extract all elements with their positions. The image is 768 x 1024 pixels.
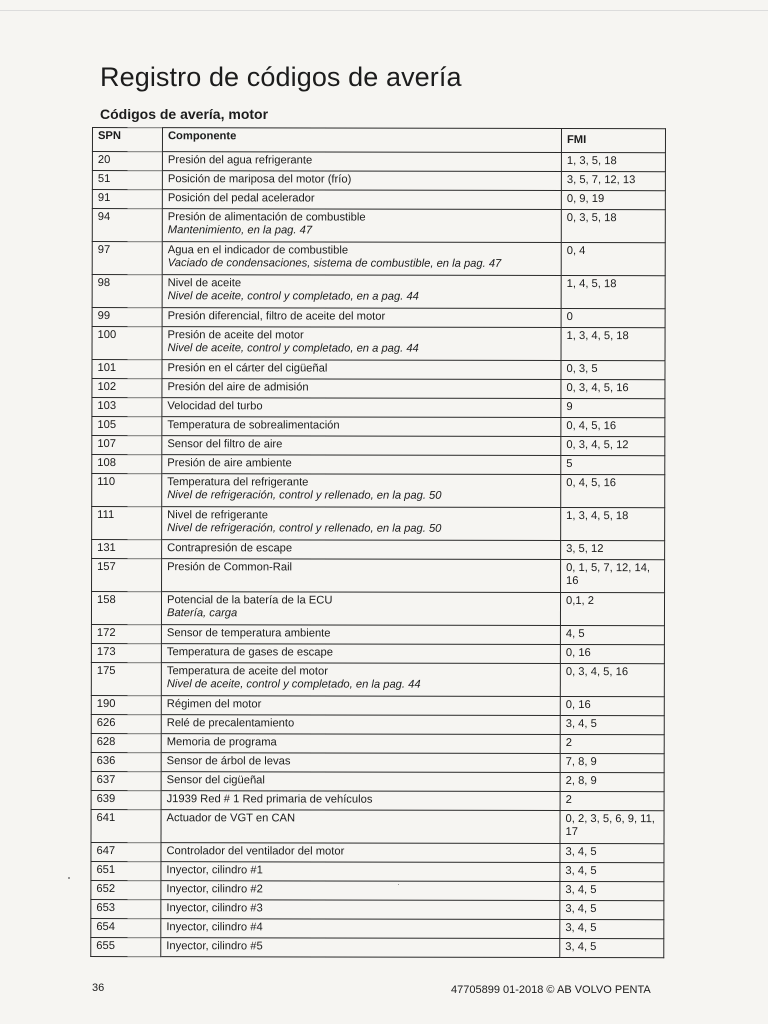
table-row xyxy=(92,455,665,475)
cell-spn: 94 xyxy=(92,209,162,242)
component-name: Presión de aire ambiente xyxy=(167,457,292,470)
cell-spn: 20 xyxy=(92,152,162,171)
component-name: Sensor del cigüeñal xyxy=(166,774,265,787)
component-reference-note: Nivel de refrigeración, control y rellenado, en la pag. 50 xyxy=(167,489,442,502)
cell-component xyxy=(162,455,561,475)
cell-fmi: 0, 2, 3, 5, 6, 9, 11, 17 xyxy=(560,810,664,843)
table-row xyxy=(91,861,664,881)
component-name: Presión de alimentación de combustible xyxy=(167,211,366,224)
cell-spn: 110 xyxy=(92,474,162,507)
cell-spn: 641 xyxy=(91,809,161,842)
cell-component xyxy=(161,862,560,882)
component-reference-note: Nivel de aceite, control y completado, en a pag. 44 xyxy=(167,290,419,303)
table-row xyxy=(91,662,664,696)
cell-spn: 651 xyxy=(91,861,161,880)
table-row xyxy=(91,937,664,957)
cell-spn: 100 xyxy=(92,327,162,360)
cell-fmi: 1, 3, 5, 18 xyxy=(561,152,665,171)
cell-spn: 107 xyxy=(92,436,162,455)
component-reference-note: Nivel de refrigeración, control y rellenado, en la pag. 50 xyxy=(167,522,442,535)
cell-component xyxy=(161,625,560,645)
table-row xyxy=(92,242,665,276)
component-name: Presión en el cárter del cigüeñal xyxy=(167,362,328,375)
page-number: 36 xyxy=(92,982,105,994)
cell-spn: 653 xyxy=(91,899,161,918)
component-name: Presión del aire de admisión xyxy=(167,381,309,394)
table-row xyxy=(92,417,665,437)
cell-fmi: 0, 9, 19 xyxy=(561,190,665,209)
cell-component xyxy=(162,327,561,361)
cell-fmi: 3, 4, 5 xyxy=(560,938,664,957)
cell-component xyxy=(161,696,560,716)
cell-fmi: 0, 3, 4, 5, 12 xyxy=(561,436,665,455)
component-reference-note: Nivel de aceite, control y completado, en a pag. 44 xyxy=(167,342,419,355)
cell-component xyxy=(162,507,561,541)
cell-fmi: 3, 5, 7, 12, 13 xyxy=(561,171,665,190)
scan-speck xyxy=(68,877,70,879)
component-name: Régimen del motor xyxy=(166,698,262,711)
table-row xyxy=(91,790,664,810)
cell-component xyxy=(161,843,560,863)
cell-spn: 51 xyxy=(92,171,162,190)
component-name: Inyector, cilindro #3 xyxy=(166,902,263,915)
cell-component xyxy=(161,734,560,754)
fault-code-table xyxy=(90,127,666,958)
component-name: Sensor del filtro de aire xyxy=(167,438,283,451)
cell-spn: 652 xyxy=(91,880,161,899)
cell-component xyxy=(161,715,560,735)
cell-fmi: 0 xyxy=(561,308,665,327)
component-reference-note: Mantenimiento, en la pag. 47 xyxy=(167,224,313,237)
cell-spn: 190 xyxy=(91,695,161,714)
table-row xyxy=(91,842,664,862)
component-name: Inyector, cilindro #2 xyxy=(166,883,263,896)
cell-fmi: 9 xyxy=(561,398,665,417)
table-row xyxy=(92,209,665,243)
cell-spn: 647 xyxy=(91,842,161,861)
component-name: Presión diferencial, filtro de aceite del motor xyxy=(167,310,386,323)
section-subtitle: Códigos de avería, motor xyxy=(100,106,269,122)
cell-fmi: 1, 4, 5, 18 xyxy=(561,275,665,308)
cell-fmi: 3, 4, 5 xyxy=(560,919,664,938)
cell-component xyxy=(161,772,560,792)
cell-component xyxy=(161,753,560,773)
cell-fmi: 0, 16 xyxy=(560,696,664,715)
table-row xyxy=(92,327,665,361)
table-header-row xyxy=(92,128,665,153)
cell-component xyxy=(162,474,561,508)
cell-fmi: 2, 8, 9 xyxy=(560,772,664,791)
cell-fmi: 0, 4 xyxy=(561,242,665,275)
cell-spn: 105 xyxy=(92,417,162,436)
cell-fmi: 0, 4, 5, 16 xyxy=(561,474,665,507)
table-row xyxy=(91,695,664,715)
cell-spn: 91 xyxy=(92,190,162,209)
cell-spn: 131 xyxy=(92,540,162,559)
cell-spn: 175 xyxy=(91,662,161,695)
table-row xyxy=(92,171,665,191)
cell-component xyxy=(162,171,561,191)
cell-component xyxy=(162,242,561,276)
component-name: Potencial de la batería de la ECU xyxy=(166,594,333,607)
component-name: Inyector, cilindro #1 xyxy=(166,864,263,877)
table-row xyxy=(91,714,664,734)
document-info: 47705899 01-2018 © AB VOLVO PENTA xyxy=(451,984,651,996)
component-name: Posición de mariposa del motor (frío) xyxy=(167,173,352,186)
component-name: Posición del pedal acelerador xyxy=(167,192,315,205)
cell-component xyxy=(162,308,561,328)
cell-fmi: 3, 4, 5 xyxy=(560,843,664,862)
page-title: Registro de códigos de avería xyxy=(100,62,462,92)
scan-speck xyxy=(398,884,399,885)
cell-fmi: 0, 1, 5, 7, 12, 14, 16 xyxy=(561,559,665,592)
component-name: Presión de aceite del motor xyxy=(167,329,304,342)
header-spn: SPN xyxy=(92,128,162,152)
cell-spn: 626 xyxy=(91,714,161,733)
table-row xyxy=(92,275,665,309)
cell-component xyxy=(161,663,560,697)
table-row xyxy=(91,592,664,626)
table-row xyxy=(91,918,664,938)
cell-component xyxy=(162,360,561,380)
cell-fmi: 0, 3, 5 xyxy=(561,360,665,379)
cell-component xyxy=(162,540,561,560)
cell-fmi: 0, 16 xyxy=(560,644,664,663)
table-row xyxy=(91,733,664,753)
cell-spn: 628 xyxy=(91,733,161,752)
cell-fmi: 0,1, 2 xyxy=(560,592,664,625)
component-name: Nivel de refrigerante xyxy=(167,509,268,522)
cell-component xyxy=(162,209,561,243)
component-name: Sensor de temperatura ambiente xyxy=(166,627,331,640)
table-row xyxy=(92,474,665,508)
cell-spn: 102 xyxy=(92,379,162,398)
cell-fmi: 3, 5, 12 xyxy=(561,540,665,559)
table-row xyxy=(92,190,665,210)
cell-fmi: 0, 3, 4, 5, 16 xyxy=(560,663,664,696)
table-row xyxy=(92,507,665,541)
cell-component xyxy=(161,881,560,901)
cell-spn: 655 xyxy=(91,937,161,956)
cell-spn: 98 xyxy=(92,275,162,308)
table-row xyxy=(92,152,665,172)
table-row xyxy=(91,880,664,900)
cell-spn: 101 xyxy=(92,360,162,379)
component-reference-note: Vaciado de condensaciones, sistema de combustible, en la pag. 47 xyxy=(167,257,502,270)
cell-spn: 158 xyxy=(91,592,161,625)
table-row xyxy=(92,360,665,380)
header-fmi: FMI xyxy=(561,128,665,152)
cell-component xyxy=(162,379,561,399)
table-row xyxy=(91,624,664,644)
component-name: Sensor de árbol de levas xyxy=(166,755,291,768)
component-name: Memoria de programa xyxy=(166,736,277,749)
table-row xyxy=(91,643,664,663)
component-name: Contrapresión de escape xyxy=(167,542,293,555)
cell-spn: 111 xyxy=(92,507,162,540)
table-row xyxy=(91,809,664,843)
cell-component xyxy=(161,938,560,958)
table-row xyxy=(91,752,664,772)
cell-spn: 639 xyxy=(91,790,161,809)
cell-fmi: 0, 4, 5, 16 xyxy=(561,417,665,436)
cell-fmi: 7, 8, 9 xyxy=(560,753,664,772)
cell-component xyxy=(162,559,561,593)
cell-component xyxy=(161,791,560,811)
cell-fmi: 5 xyxy=(561,455,665,474)
cell-component xyxy=(162,436,561,456)
cell-spn: 173 xyxy=(91,643,161,662)
cell-spn: 97 xyxy=(92,242,162,275)
cell-component xyxy=(161,592,560,626)
cell-fmi: 2 xyxy=(560,791,664,810)
cell-spn: 157 xyxy=(92,559,162,592)
cell-component xyxy=(162,152,561,172)
table-row xyxy=(91,899,664,919)
cell-spn: 99 xyxy=(92,308,162,327)
header-component: Componente xyxy=(162,128,561,153)
table-row xyxy=(92,308,665,328)
component-reference-note: Batería, carga xyxy=(166,607,238,620)
table-row xyxy=(92,436,665,456)
component-name: Temperatura del refrigerante xyxy=(167,476,309,489)
component-name: Nivel de aceite xyxy=(167,277,242,290)
component-name: Actuador de VGT en CAN xyxy=(166,812,296,825)
component-name: Temperatura de aceite del motor xyxy=(166,665,328,678)
cell-spn: 103 xyxy=(92,398,162,417)
cell-fmi: 1, 3, 4, 5, 18 xyxy=(561,327,665,360)
table-row xyxy=(92,379,665,399)
cell-component xyxy=(162,275,561,309)
cell-component xyxy=(161,919,560,939)
cell-spn: 637 xyxy=(91,771,161,790)
component-name: Temperatura de gases de escape xyxy=(166,646,333,659)
component-name: Presión del agua refrigerante xyxy=(167,154,313,167)
component-name: Inyector, cilindro #5 xyxy=(166,940,263,953)
component-name: Temperatura de sobrealimentación xyxy=(167,419,340,432)
cell-component xyxy=(162,417,561,437)
component-reference-note: Nivel de aceite, control y completado, en la pag. 44 xyxy=(166,678,421,691)
cell-fmi: 4, 5 xyxy=(560,625,664,644)
cell-fmi: 0, 3, 5, 18 xyxy=(561,209,665,242)
cell-component xyxy=(162,190,561,210)
component-name: J1939 Red # 1 Red primaria de vehículos xyxy=(166,793,373,806)
cell-fmi: 3, 4, 5 xyxy=(560,900,664,919)
component-name: Controlador del ventilador del motor xyxy=(166,845,345,858)
table-body xyxy=(91,152,666,958)
cell-fmi: 3, 4, 5 xyxy=(560,715,664,734)
cell-spn: 654 xyxy=(91,918,161,937)
cell-fmi: 2 xyxy=(560,734,664,753)
cell-fmi: 3, 4, 5 xyxy=(560,881,664,900)
cell-component xyxy=(161,644,560,664)
component-name: Velocidad del turbo xyxy=(167,400,263,413)
cell-fmi: 0, 3, 4, 5, 16 xyxy=(561,379,665,398)
table-row xyxy=(92,398,665,418)
component-name: Relé de precalentamiento xyxy=(166,717,295,730)
component-name: Agua en el indicador de combustible xyxy=(167,244,349,257)
scan-edge-line xyxy=(0,10,768,11)
cell-component xyxy=(161,900,560,920)
component-name: Presión de Common-Rail xyxy=(167,561,293,574)
cell-component xyxy=(161,810,560,844)
cell-spn: 108 xyxy=(92,455,162,474)
cell-fmi: 1, 3, 4, 5, 18 xyxy=(561,507,665,540)
table-row xyxy=(92,559,665,593)
cell-spn: 172 xyxy=(91,624,161,643)
table-row xyxy=(92,540,665,560)
cell-fmi: 3, 4, 5 xyxy=(560,862,664,881)
cell-component xyxy=(162,398,561,418)
cell-spn: 636 xyxy=(91,752,161,771)
component-name: Inyector, cilindro #4 xyxy=(166,921,263,934)
table-row xyxy=(91,771,664,791)
